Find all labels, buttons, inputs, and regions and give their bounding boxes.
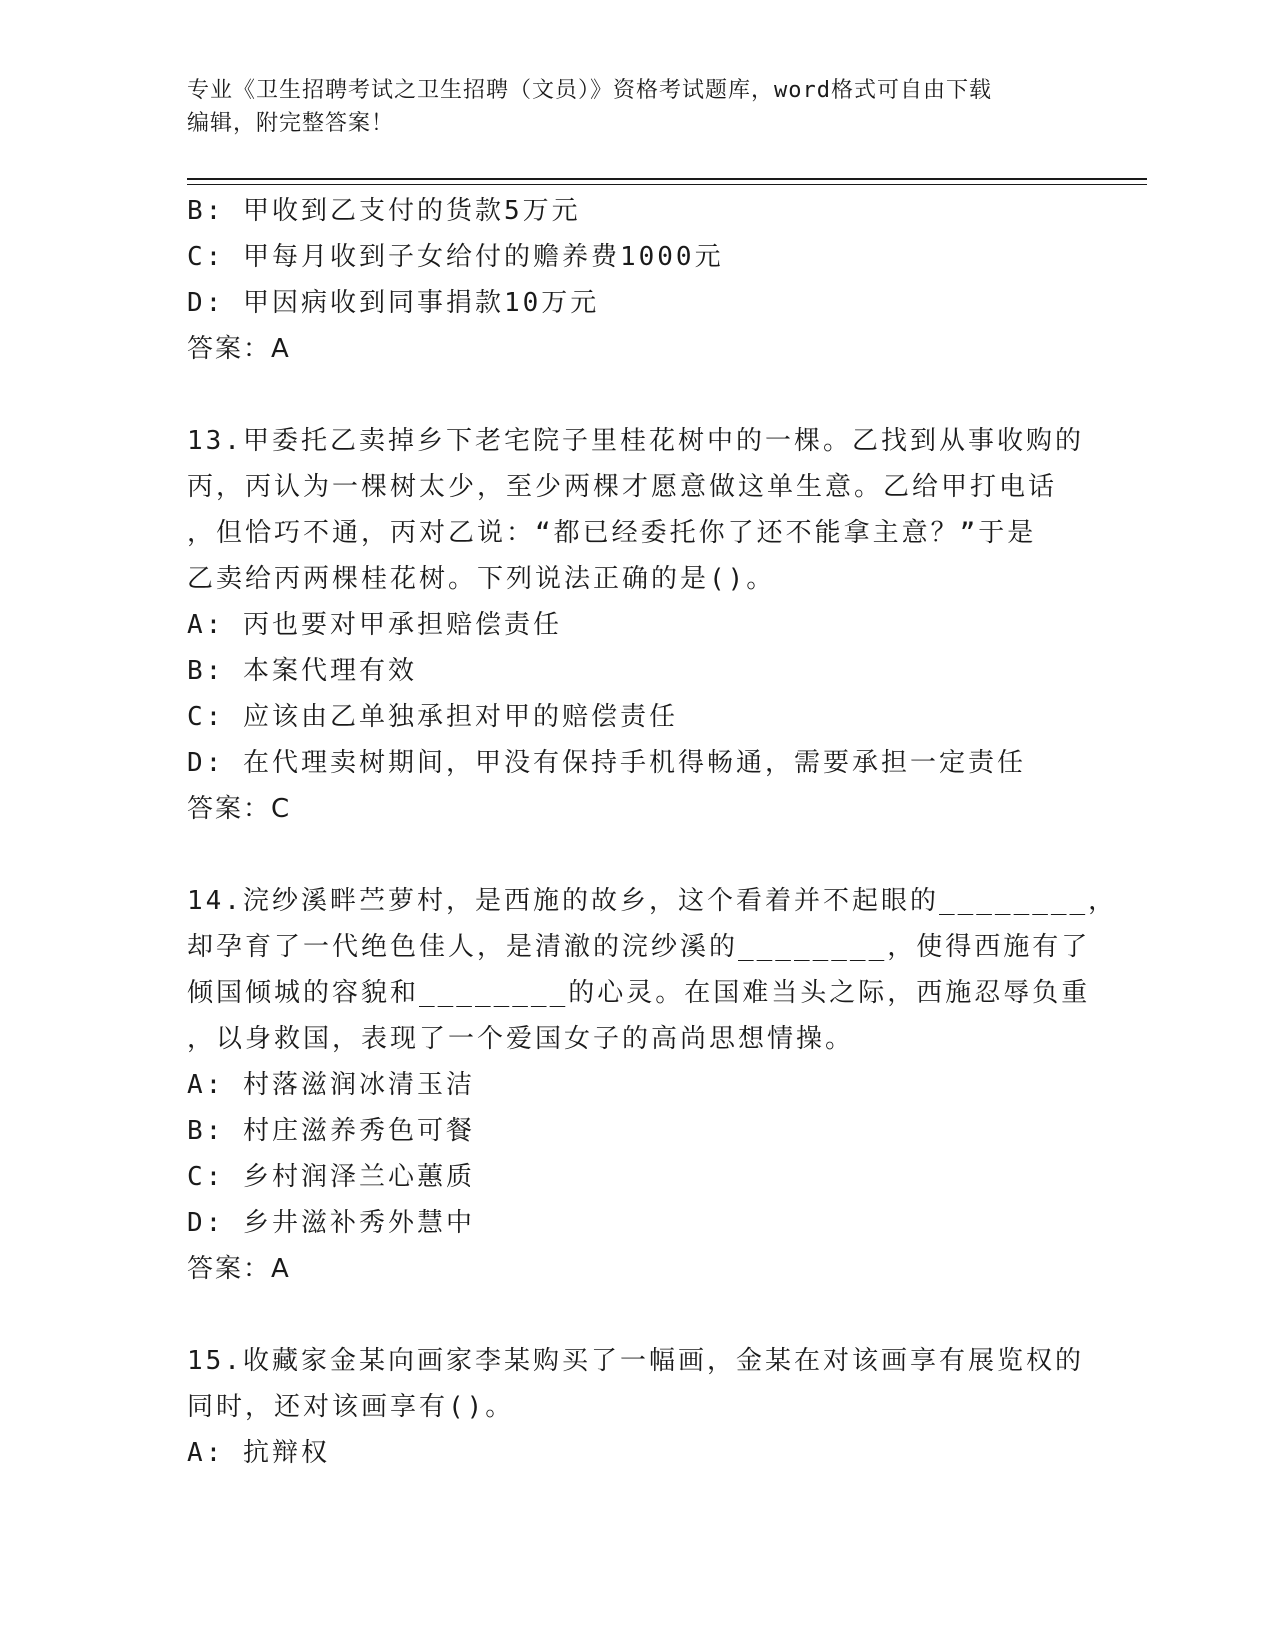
option-a: A: 丙也要对甲承担赔偿责任 — [187, 610, 562, 640]
spacer — [187, 1292, 1087, 1338]
header-line-1: 专业《卫生招聘考试之卫生招聘（文员）》资格考试题库，word格式可自由下载 — [187, 78, 992, 103]
question-stem-line: ，但恰巧不通，丙对乙说：“都已经委托你了还不能拿主意？”于是 — [187, 518, 1037, 548]
option-b: B: 本案代理有效 — [187, 656, 417, 686]
answer-line: 答案：A — [187, 334, 291, 364]
question-stem-line: 同时，还对该画享有()。 — [187, 1392, 515, 1422]
question-stem-line: 丙，丙认为一棵树太少，至少两棵才愿意做这单生意。乙给甲打电话 — [187, 472, 1058, 502]
answer-line: 答案：A — [187, 1254, 291, 1284]
question-stem-line: 倾国倾城的容貌和________的心灵。在国难当头之际，西施忍辱负重 — [187, 978, 1091, 1008]
option-c: C: 应该由乙单独承担对甲的赔偿责任 — [187, 702, 678, 732]
question-stem-line: ，以身救国，表现了一个爱国女子的高尚思想情操。 — [187, 1024, 855, 1054]
option-a: A: 抗辩权 — [187, 1438, 330, 1468]
document-header — [187, 74, 1087, 140]
question-stem-line: 13.甲委托乙卖掉乡下老宅院子里桂花树中的一棵。乙找到从事收购的 — [187, 426, 1084, 456]
header-divider — [187, 178, 1147, 185]
option-d: D: 乡井滋补秀外慧中 — [187, 1208, 475, 1238]
question-13 — [187, 418, 1087, 832]
option-c: C: 甲每月收到子女给付的赡养费1000元 — [187, 242, 724, 272]
option-d: D: 甲因病收到同事捐款10万元 — [187, 288, 600, 318]
option-b: B: 村庄滋养秀色可餐 — [187, 1116, 475, 1146]
question-stem-line: 14.浣纱溪畔苎萝村，是西施的故乡，这个看着并不起眼的________， — [187, 886, 1118, 916]
question-stem-line: 乙卖给丙两棵桂花树。下列说法正确的是()。 — [187, 564, 776, 594]
question-15 — [187, 1338, 1087, 1476]
option-a: A: 村落滋润冰清玉洁 — [187, 1070, 475, 1100]
question-content — [187, 188, 1118, 1476]
option-c: C: 乡村润泽兰心蕙质 — [187, 1162, 475, 1192]
question-stem-line: 15.收藏家金某向画家李某购买了一幅画，金某在对该画享有展览权的 — [187, 1346, 1084, 1376]
question-14 — [187, 878, 1118, 1292]
spacer — [187, 832, 1087, 878]
spacer — [187, 372, 1087, 418]
option-d: D: 在代理卖树期间，甲没有保持手机得畅通，需要承担一定责任 — [187, 748, 1026, 778]
header-line-2: 编辑，附完整答案！ — [187, 111, 395, 136]
question-stem-line: 却孕育了一代绝色佳人，是清澈的浣纱溪的________，使得西施有了 — [187, 932, 1091, 962]
question-12-continuation — [187, 188, 1087, 372]
option-b: B: 甲收到乙支付的货款5万元 — [187, 196, 581, 226]
answer-line: 答案：C — [187, 794, 292, 824]
